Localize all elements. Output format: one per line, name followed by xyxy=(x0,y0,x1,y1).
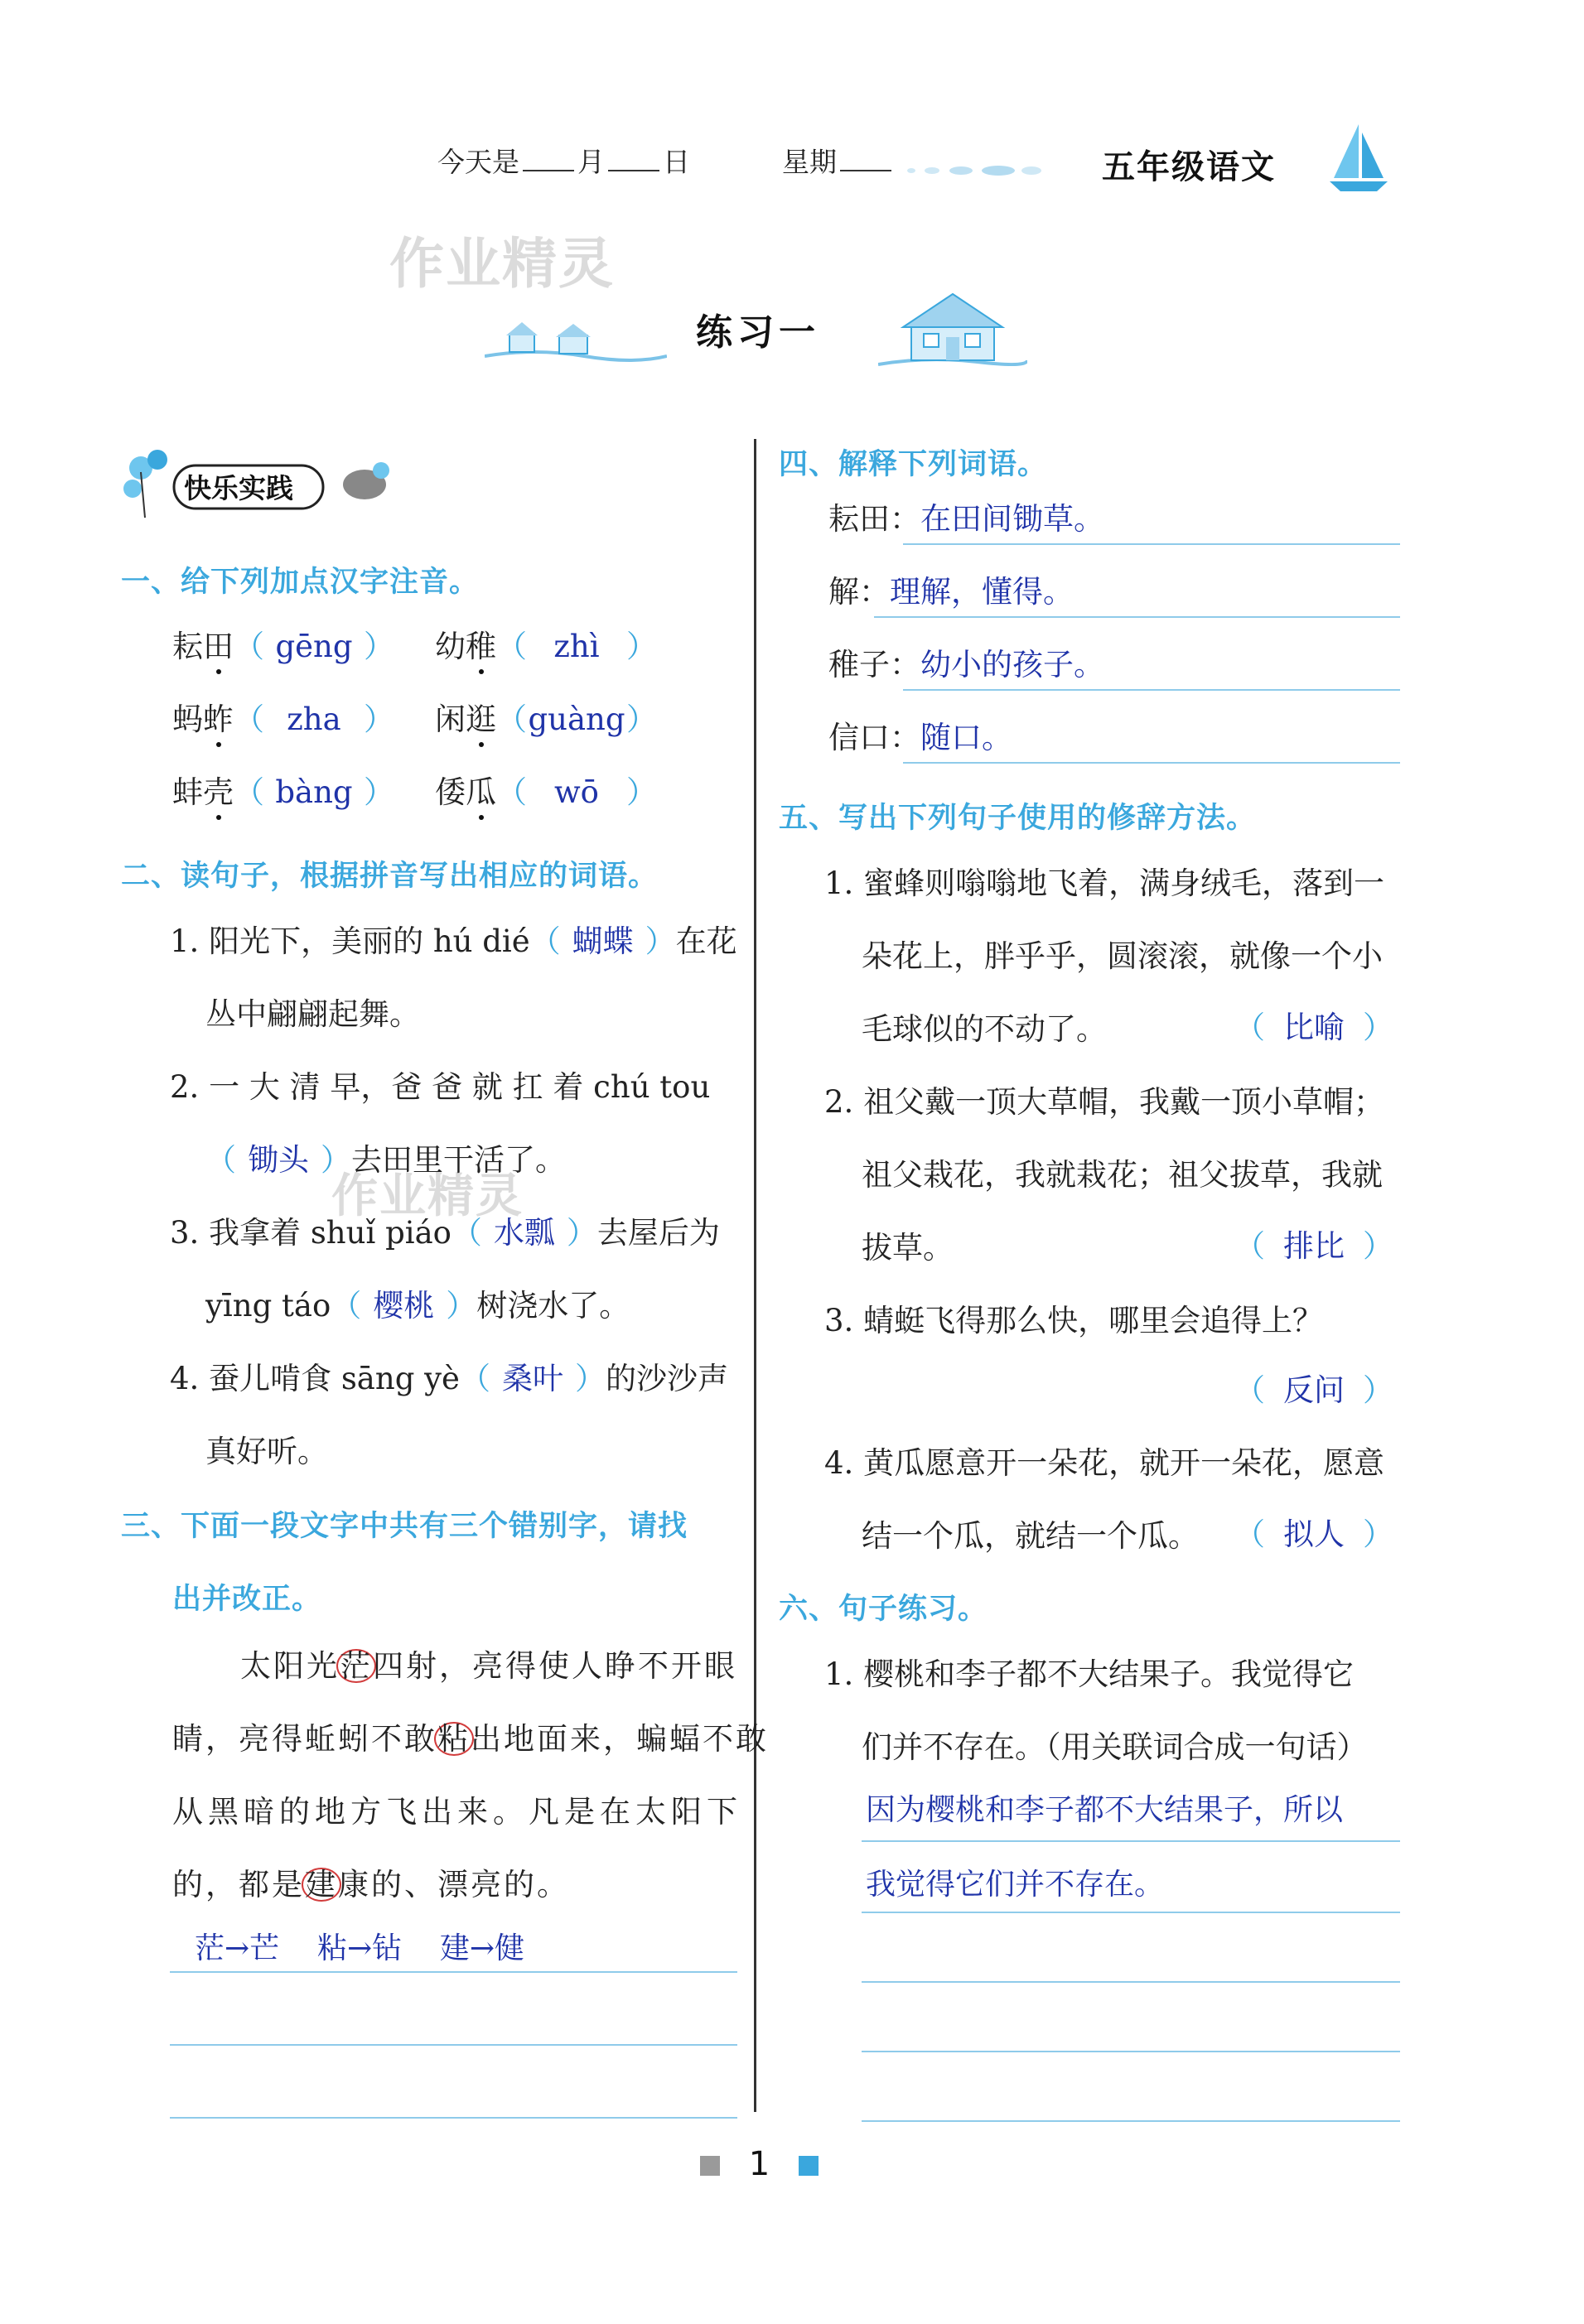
definition-item: 解：理解，懂得。 xyxy=(828,574,1074,610)
date-header xyxy=(437,141,895,180)
answer-line xyxy=(862,1912,1400,1913)
section-heading: 六、句子练习。 xyxy=(779,1593,988,1626)
question-line: 真好听。 xyxy=(205,1434,328,1469)
answer-line xyxy=(903,762,1400,764)
answer: gēng xyxy=(275,629,353,664)
answer-bracket: （ 比喻 ） xyxy=(1234,1010,1393,1045)
answer-line xyxy=(862,1840,1400,1842)
answer-line xyxy=(170,1971,737,1973)
day-label: 日 xyxy=(663,146,690,178)
answer: zhì xyxy=(553,629,600,664)
section-heading: 五、写出下列句子使用的修辞方法。 xyxy=(779,802,1257,835)
question-line: 2. 祖父戴一顶大草帽，我戴一顶小草帽； xyxy=(824,1084,1385,1120)
answer-line xyxy=(862,2120,1400,2122)
question-line: （ 锄头 ）去田里干活了。 xyxy=(205,1142,566,1178)
section-heading: 出并改正。 xyxy=(172,1583,322,1616)
answer-line xyxy=(874,616,1400,618)
passage-line: 睛，亮得蚯蚓不敢粘出地面来，蝙蝠不敢 xyxy=(172,1721,769,1757)
answer: 水瓢 xyxy=(493,1215,555,1251)
watermark: 作业精灵 xyxy=(389,232,615,296)
answer-bracket: （ 拟人 ） xyxy=(1234,1516,1393,1552)
answer-bracket: （ 排比 ） xyxy=(1234,1228,1393,1264)
answer-line xyxy=(170,2117,737,2119)
house-illustration xyxy=(878,286,1027,377)
answer: 理解，懂得。 xyxy=(890,574,1074,610)
answer-line xyxy=(862,1981,1400,1983)
answer: 比喻 xyxy=(1283,1010,1345,1045)
answer: guàng xyxy=(528,702,625,737)
section-heading: 四、解释下列词语。 xyxy=(779,448,1048,481)
answer: 蝴蝶 xyxy=(572,923,634,959)
pinyin-item: 闲逛（guàng） xyxy=(435,702,657,737)
answer: wō xyxy=(554,774,599,810)
error-circle: 粘 xyxy=(434,1722,474,1756)
passage-line: 太阳光茫四射，亮得使人睁不开眼 xyxy=(240,1648,737,1684)
question-line: yīng táo（ 樱桃 ）树浇水了。 xyxy=(205,1288,630,1324)
grade-subject: 五年级语文 xyxy=(1102,148,1276,186)
pinyin-item: 蚂蚱（ zha ） xyxy=(172,702,394,737)
passage-line: 从黑暗的地方飞出来。凡是在太阳下 xyxy=(172,1794,742,1830)
pinyin-item: 幼稚（ zhì ） xyxy=(435,629,657,664)
answer: 我觉得它们并不存在。 xyxy=(866,1868,1165,1902)
answer: 拟人 xyxy=(1283,1516,1345,1552)
blank xyxy=(523,150,574,171)
page-title: 练习一 xyxy=(696,311,820,354)
answer: 排比 xyxy=(1283,1228,1345,1264)
answer: 因为樱桃和李子都不大结果子，所以 xyxy=(866,1793,1344,1827)
page-number: 1 xyxy=(748,2145,770,2183)
village-illustration xyxy=(485,311,667,369)
section-heading: 一、给下列加点汉字注音。 xyxy=(121,566,480,599)
month-label: 月 xyxy=(577,146,605,178)
blank xyxy=(840,150,891,171)
question-line: 3. 蜻蜓飞得那么快，哪里会追得上？ xyxy=(824,1303,1324,1338)
answer-line xyxy=(170,2044,737,2046)
answer: 锄头 xyxy=(248,1142,309,1178)
definition-item: 耘田：在田间锄草。 xyxy=(828,501,1104,537)
answer: 幼小的孩子。 xyxy=(920,647,1104,682)
question-line: 们并不存在。（用关联词合成一句话） xyxy=(862,1729,1368,1765)
answer: 随口。 xyxy=(920,720,1012,755)
question-line: 4. 黄瓜愿意开一朵花，就开一朵花，愿意 xyxy=(824,1445,1385,1481)
question-line: 丛中翩翩起舞。 xyxy=(205,996,420,1032)
question-line: 1. 樱桃和李子都不大结果子。我觉得它 xyxy=(824,1656,1355,1692)
error-circle: 建 xyxy=(302,1868,341,1902)
answer: 反问 xyxy=(1283,1372,1345,1408)
sailboat-icon xyxy=(1326,120,1392,195)
question-line: 祖父栽花，我就栽花；祖父拔草，我就 xyxy=(862,1157,1383,1193)
answer-line xyxy=(862,2051,1400,2052)
question-line: 3. 我拿着 shuǐ piáo（ 水瓢 ）去屋后为 xyxy=(170,1215,720,1251)
pinyin-item: 蚌壳（ bàng ） xyxy=(172,774,394,810)
question-line: 4. 蚕儿啃食 sāng yè（ 桑叶 ）的沙沙声 xyxy=(170,1361,728,1396)
answer: 桑叶 xyxy=(501,1361,563,1396)
error-circle: 茫 xyxy=(336,1649,376,1683)
question-line: 1. 蜜蜂则嗡嗡地飞着，满身绒毛，落到一 xyxy=(824,865,1385,901)
square-icon xyxy=(700,2156,720,2176)
answer: 在田间锄草。 xyxy=(920,501,1104,537)
question-line: 1. 阳光下，美丽的 hú dié（ 蝴蝶 ）在花 xyxy=(170,923,737,959)
answer-line xyxy=(903,689,1400,691)
section-heading: 二、读句子，根据拼音写出相应的词语。 xyxy=(121,860,659,893)
question-line: 朵花上，胖乎乎，圆滚滚，就像一个小 xyxy=(862,938,1383,974)
blank xyxy=(608,150,659,171)
decorative-dots xyxy=(903,162,1044,179)
question-line: 毛球似的不动了。 xyxy=(862,1011,1107,1047)
answer: zha xyxy=(287,702,341,737)
passage-line: 的，都是建康的、漂亮的。 xyxy=(172,1867,570,1902)
answer-line xyxy=(903,543,1400,545)
answer: bàng xyxy=(275,774,353,810)
definition-item: 稚子：幼小的孩子。 xyxy=(828,647,1104,682)
question-line: 拔草。 xyxy=(862,1230,954,1266)
page-number-area xyxy=(700,2145,819,2183)
watermark: 作业精灵 xyxy=(331,1169,524,1223)
weekday-label: 星期 xyxy=(782,146,837,178)
pinyin-item: 倭瓜（ wō ） xyxy=(435,774,657,810)
question-line: 结一个瓜，就结一个瓜。 xyxy=(862,1518,1199,1554)
answer: 樱桃 xyxy=(373,1288,435,1324)
today-label: 今天是 xyxy=(437,146,519,178)
section-heading: 三、下面一段文字中共有三个错别字，请找 xyxy=(121,1510,688,1543)
column-divider xyxy=(754,439,756,2112)
correction-answer: 茫→芒 粘→钻 建→健 xyxy=(195,1931,525,1965)
definition-item: 信口：随口。 xyxy=(828,720,1012,755)
badge-label: 快乐实践 xyxy=(184,472,293,504)
question-line: 2. 一 大 清 早，爸 爸 就 扛 着 chú tou xyxy=(170,1069,711,1105)
answer-bracket: （ 反问 ） xyxy=(1234,1372,1393,1408)
pinyin-item: 耘田（ gēng ） xyxy=(172,629,394,664)
square-icon xyxy=(799,2156,819,2176)
